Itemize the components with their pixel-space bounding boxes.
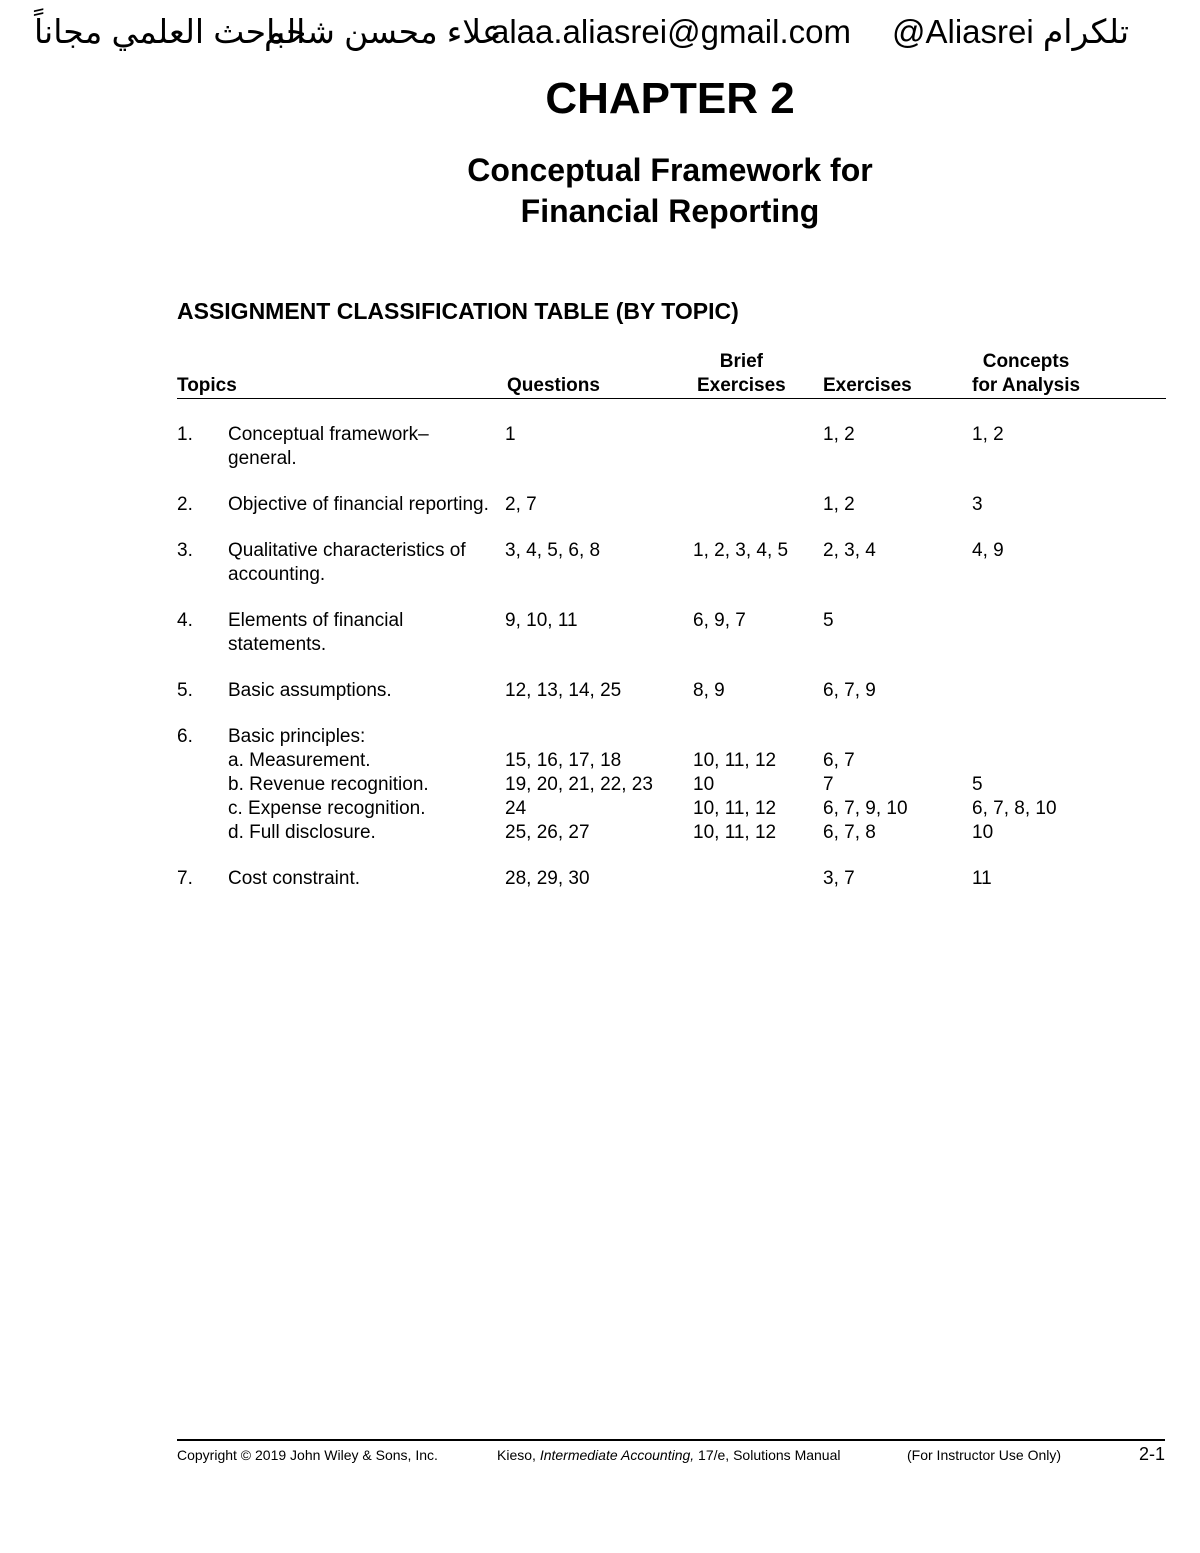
row-questions: 15, 16, 17, 18 <box>505 750 622 771</box>
table-row <box>177 867 1166 891</box>
header-concepts-line-1: Concepts <box>982 351 1070 372</box>
row-concepts: 6, 7, 8, 10 <box>972 798 1057 819</box>
row-questions: 25, 26, 27 <box>505 822 590 843</box>
row-exercises: 6, 7, 8 <box>823 822 876 843</box>
header-brief-line-2: Exercises <box>697 375 786 396</box>
header-brief-exercises <box>697 350 786 398</box>
footer-book-suffix: 17/e, Solutions Manual <box>694 1447 841 1463</box>
row-questions: 3, 4, 5, 6, 8 <box>505 540 601 561</box>
header-concepts-for-analysis <box>972 350 1080 398</box>
table-row <box>177 539 1166 587</box>
row-number: 6. <box>177 726 193 747</box>
row-brief-exercises: 10, 11, 12 <box>693 798 777 819</box>
watermark-header <box>0 12 1200 52</box>
table-row-basic-principles <box>177 725 1166 845</box>
table-row <box>177 423 1166 471</box>
row-topic: Qualitative characteristics of accounting. <box>228 540 466 585</box>
row-exercises: 3, 7 <box>823 868 855 889</box>
subrow-label: d. Full disclosure. <box>228 822 376 843</box>
header-telegram-handle: @Aliasrei تلكرام <box>892 13 1130 50</box>
section-heading: ASSIGNMENT CLASSIFICATION TABLE (BY TOPIC) <box>177 298 739 324</box>
row-concepts: 5 <box>972 774 983 795</box>
chapter-title: CHAPTER 2 <box>545 74 795 123</box>
row-exercises: 6, 7, 9 <box>823 680 876 701</box>
row-exercises: 2, 3, 4 <box>823 540 876 561</box>
table-row <box>177 609 1166 657</box>
table-header <box>177 350 1166 399</box>
row-topic: Cost constraint. <box>228 868 360 889</box>
subtitle-line-1: Conceptual Framework for <box>467 152 873 188</box>
row-number: 4. <box>177 610 193 631</box>
row-questions: 19, 20, 21, 22, 23 <box>505 774 653 795</box>
footer-book-title: Intermediate Accounting, <box>539 1447 695 1463</box>
row-questions: 1 <box>505 424 516 445</box>
row-concepts: 4, 9 <box>972 540 1004 561</box>
row-exercises: 7 <box>823 774 834 795</box>
row-exercises: 1, 2 <box>823 424 855 445</box>
row-concepts: 1, 2 <box>972 424 1004 445</box>
page-number: 2-1 <box>1138 1444 1165 1464</box>
row-topic: Basic principles: <box>228 726 366 747</box>
row-brief-exercises: 8, 9 <box>693 680 725 701</box>
row-concepts: 3 <box>972 494 983 515</box>
header-exercises: Exercises <box>823 375 912 396</box>
footer-copyright: Copyright © 2019 John Wiley & Sons, Inc. <box>177 1447 438 1463</box>
row-number: 5. <box>177 680 193 701</box>
table-row <box>177 493 1166 517</box>
row-concepts: 11 <box>972 868 992 889</box>
row-questions: 12, 13, 14, 25 <box>505 680 622 701</box>
row-questions: 28, 29, 30 <box>505 868 590 889</box>
row-exercises: 6, 7 <box>823 750 855 771</box>
header-arabic-name: علاء محسن شحم <box>264 13 502 50</box>
row-questions: 24 <box>505 798 527 819</box>
chapter-subtitle <box>0 150 1200 232</box>
table-row <box>177 679 1166 703</box>
header-concepts-line-2: for Analysis <box>972 375 1081 396</box>
header-topics: Topics <box>177 375 237 396</box>
row-number: 7. <box>177 868 193 889</box>
row-brief-exercises: 10 <box>693 774 715 795</box>
footer-instructor-use: (For Instructor Use Only) <box>907 1447 1062 1463</box>
row-number: 1. <box>177 424 193 445</box>
row-brief-exercises: 10, 11, 12 <box>693 750 777 771</box>
row-topic: Elements of financial statements. <box>228 610 404 655</box>
header-questions: Questions <box>507 375 600 396</box>
table-subrow <box>177 821 1166 845</box>
table-row <box>177 725 1166 749</box>
subrow-label: c. Expense recognition. <box>228 798 426 819</box>
row-exercises: 5 <box>823 610 834 631</box>
footer-book-prefix: Kieso, <box>497 1447 540 1463</box>
table-subrow <box>177 797 1166 821</box>
table-subrow <box>177 773 1166 797</box>
row-topic: Basic assumptions. <box>228 680 392 701</box>
row-concepts: 10 <box>972 822 994 843</box>
row-number: 2. <box>177 494 193 515</box>
footer-book-reference <box>497 1447 841 1463</box>
header-arabic-researcher: الباحث العلمي مجاناً <box>34 13 306 50</box>
row-topic: Objective of financial reporting. <box>228 494 489 515</box>
row-questions: 2, 7 <box>505 494 537 515</box>
subrow-label: a. Measurement. <box>228 750 371 771</box>
subrow-label: b. Revenue recognition. <box>228 774 429 795</box>
row-exercises: 1, 2 <box>823 494 855 515</box>
row-brief-exercises: 1, 2, 3, 4, 5 <box>693 540 789 561</box>
row-number: 3. <box>177 540 193 561</box>
table-body <box>177 423 1166 891</box>
row-brief-exercises: 10, 11, 12 <box>693 822 777 843</box>
header-brief-line-1: Brief <box>719 351 764 372</box>
table-subrow <box>177 749 1166 773</box>
row-exercises: 6, 7, 9, 10 <box>823 798 908 819</box>
assignment-classification-table <box>177 350 1166 891</box>
row-questions: 9, 10, 11 <box>505 610 578 631</box>
row-brief-exercises: 6, 9, 7 <box>693 610 746 631</box>
page-footer <box>177 1439 1165 1469</box>
header-email: alaa.aliasrei@gmail.com <box>491 13 851 50</box>
subtitle-line-2: Financial Reporting <box>520 193 820 229</box>
row-topic: Conceptual framework– general. <box>228 424 429 469</box>
